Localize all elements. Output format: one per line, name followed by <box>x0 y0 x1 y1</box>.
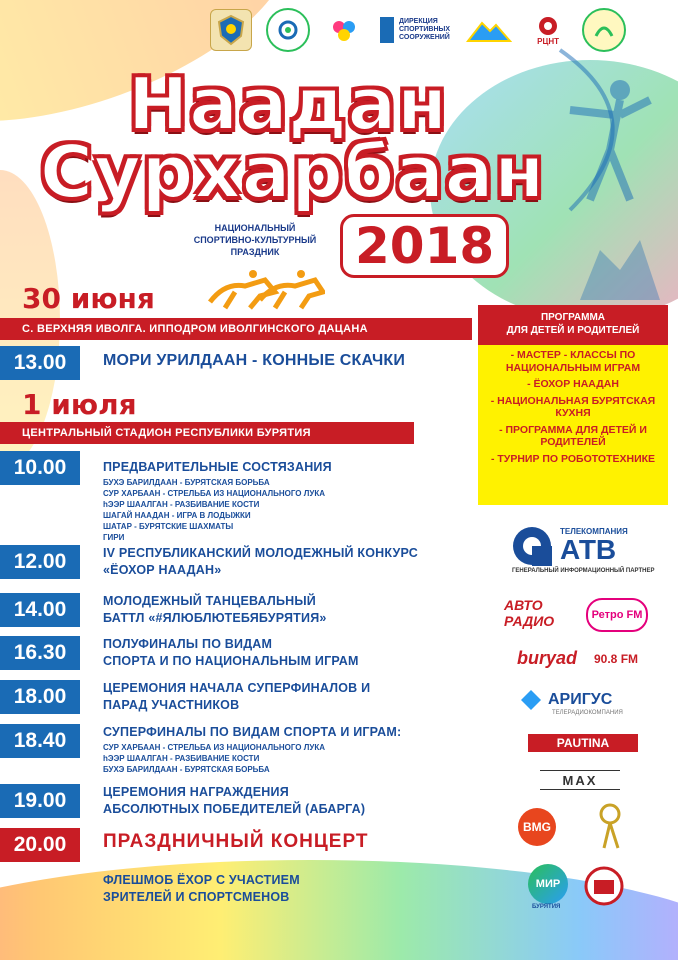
atv-small-text: ТЕЛЕКОМПАНИЯ <box>560 527 628 536</box>
buryad-freq: 90.8 FM <box>594 652 639 666</box>
atv-big-text: АТВ <box>560 534 617 565</box>
pautina-logo: PAUTINA <box>528 734 638 752</box>
event-detail: ГИРИ <box>103 533 125 542</box>
time-box: 12.00 <box>0 545 80 579</box>
year-badge: 2018 <box>340 214 509 278</box>
event-title: IV РЕСПУБЛИКАНСКИЙ МОЛОДЕЖНЫЙ КОНКУРС <box>103 546 418 560</box>
event-detail: hЭЭР ШААЛГАН - РАЗБИВАНИЕ КОСТИ <box>103 500 260 509</box>
wrestlers-silhouette-icon <box>560 220 670 310</box>
event-detail: СУР ХАРБААН - СТРЕЛЬБА ИЗ НАЦИОНАЛЬНОГО ЛУКА <box>103 489 325 498</box>
logo-text: СПОРТИВНЫХ <box>399 26 451 34</box>
horse-riders-icon <box>205 262 325 312</box>
event-title: «ЁОХОР НААДАН» <box>103 563 222 577</box>
program-header-line: ПРОГРАММА <box>540 312 606 323</box>
day2-date: 1 июля <box>22 388 137 421</box>
rcnt-icon <box>537 15 559 37</box>
time-box: 13.00 <box>0 346 80 380</box>
event-title: ПОЛУФИНАЛЫ ПО ВИДАМ <box>103 637 273 651</box>
ministry-logo-icon <box>266 8 310 52</box>
program-item: - МАСТЕР - КЛАССЫ ПО НАЦИОНАЛЬНЫМ ИГРАМ <box>505 349 641 374</box>
theatre-logo-icon <box>584 866 624 906</box>
mir-caption: БУРЯТИЯ <box>532 904 561 910</box>
subtitle-line: НАЦИОНАЛЬНЫЙ <box>214 223 296 233</box>
title-line-1: Наадан <box>128 62 448 146</box>
event-title: СУПЕРФИНАЛЫ ПО ВИДАМ СПОРТА И ИГРАМ: <box>103 725 402 739</box>
program-item: - ТУРНИР ПО РОБОТОТЕХНИКЕ <box>490 452 656 465</box>
time-box: 16.30 <box>0 636 80 670</box>
time-box: 14.00 <box>0 593 80 627</box>
mountain-logo-icon <box>464 10 514 50</box>
mir-logo <box>528 864 568 904</box>
event-title: ПРАЗДНИЧНЫЙ КОНЦЕРТ <box>103 831 369 852</box>
time-box: 18.00 <box>0 680 80 714</box>
time-box: 18.40 <box>0 724 80 758</box>
arigus-icon <box>520 689 542 711</box>
event-detail: hЭЭР ШААЛГАН - РАЗБИВАНИЕ КОСТИ <box>103 754 260 763</box>
coat-of-arms-icon <box>210 9 252 51</box>
program-item: - ПРОГРАММА ДЛЯ ДЕТЕЙ И РОДИТЕЛЕЙ <box>499 423 647 448</box>
program-item: - ЁОХОР НААДАН <box>527 378 619 390</box>
event-title: АБСОЛЮТНЫХ ПОБЕДИТЕЛЕЙ (АБАРГА) <box>103 802 366 816</box>
time-box: 19.00 <box>0 784 80 818</box>
youth-logo-icon <box>324 10 364 50</box>
event-title: ПРЕДВАРИТЕЛЬНЫЕ СОСТЯЗАНИЯ <box>103 460 332 474</box>
subtitle-line: СПОРТИВНО-КУЛЬТУРНЫЙ <box>193 235 317 245</box>
event-detail: БУХЭ БАРИЛДААН - БУРЯТСКАЯ БОРЬБА <box>103 478 270 487</box>
day2-venue-banner: ЦЕНТРАЛЬНЫЙ СТАДИОН РЕСПУБЛИКИ БУРЯТИЯ <box>0 422 414 444</box>
event-title: МОЛОДЕЖНЫЙ ТАНЦЕВАЛЬНЫЙ <box>103 594 316 608</box>
logo-text: РЦНТ <box>537 36 559 46</box>
program-header <box>478 305 668 345</box>
event-detail: СУР ХАРБААН - СТРЕЛЬБА ИЗ НАЦИОНАЛЬНОГО ЛУКА <box>103 743 325 752</box>
program-item: - НАЦИОНАЛЬНАЯ БУРЯТСКАЯ КУХНЯ <box>490 394 656 419</box>
max-logo: MAX <box>540 770 620 790</box>
facility-icon <box>378 15 396 45</box>
event-title: ЦЕРЕМОНИЯ НАЧАЛА СУПЕРФИНАЛОВ И <box>103 681 371 695</box>
event-title: СПОРТА И ПО НАЦИОНАЛЬНЫМ ИГРАМ <box>103 654 359 668</box>
gold-figure-icon <box>592 802 628 852</box>
time-box: 10.00 <box>0 451 80 485</box>
logo-text: ДИРЕКЦИЯ <box>399 18 438 26</box>
time-box: 20.00 <box>0 828 80 862</box>
mir-text: МИР <box>535 878 561 890</box>
program-body <box>478 345 668 505</box>
buryad-fm-logo: buryad <box>517 647 578 668</box>
arigus-text: АРИГУС <box>548 691 613 708</box>
title-line-2: Сурхарбаан <box>40 130 546 214</box>
event-detail: ШАТАР - БУРЯТСКИЕ ШАХМАТЫ <box>103 522 234 531</box>
logo-text: СООРУЖЕНИЙ <box>399 33 450 41</box>
event-detail: БУХЭ БАРИЛДААН - БУРЯТСКАЯ БОРЬБА <box>103 765 270 774</box>
event-title: БАТТЛ «#ЯЛЮБЛЮТЕБЯБУРЯТИЯ» <box>103 611 327 625</box>
retro-fm-logo: Ретро FM <box>586 598 648 632</box>
sport-facilities-logo <box>378 15 450 45</box>
atv-logo <box>510 518 660 573</box>
arigus-logo <box>520 688 650 712</box>
kids-program-box <box>478 305 668 505</box>
day1-venue-banner: С. ВЕРХНЯЯ ИВОЛГА. ИППОДРОМ ИВОЛГИНСКОГО ДАЦАНА <box>0 318 472 340</box>
closing-line: ЗРИТЕЛЕЙ И СПОРТСМЕНОВ <box>103 890 290 904</box>
day1-date: 30 июня <box>22 282 155 315</box>
closing-line: ФЛЕШМОБ ЁХОР С УЧАСТИЕМ <box>103 873 300 887</box>
swoosh-decor <box>0 860 678 960</box>
atv-caption: ГЕНЕРАЛЬНЫЙ ИНФОРМАЦИОННЫЙ ПАРТНЕР <box>512 568 655 574</box>
event-title: ЦЕРЕМОНИЯ НАГРАЖДЕНИЯ <box>103 785 289 799</box>
festival-subtitle <box>170 222 340 258</box>
event-detail: ШАГАЙ НААДАН - ИГРА В ЛОДЫЖКИ <box>103 511 251 520</box>
program-header-line: ДЛЯ ДЕТЕЙ И РОДИТЕЛЕЙ <box>506 325 640 336</box>
event-title: МОРИ УРИЛДААН - КОННЫЕ СКАЧКИ <box>103 352 406 369</box>
bmg-logo: BMG <box>518 808 556 846</box>
subtitle-line: ПРАЗДНИК <box>230 247 280 257</box>
avtoradio-logo: АВТО РАДИО <box>504 597 555 629</box>
event-title: ПАРАД УЧАСТНИКОВ <box>103 698 240 712</box>
atv-icon <box>510 524 554 568</box>
arigus-caption: ТЕЛЕРАДИОКОМПАНИЯ <box>552 710 623 716</box>
archer-silhouette-icon <box>540 40 670 220</box>
